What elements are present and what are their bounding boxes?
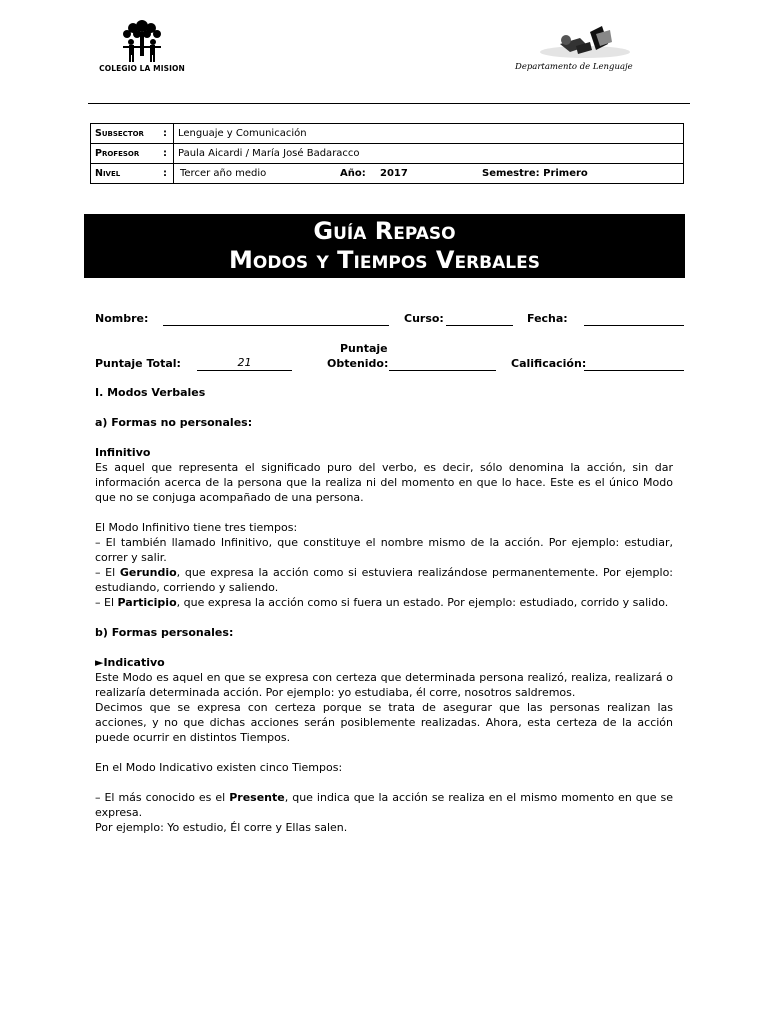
header-divider [88,103,690,104]
list-item: – El Participio, que expresa la acción como si fuera un estado. Por ejemplo: estudiado, corrido y salido. [95,596,669,609]
table-row [91,164,684,184]
curso-field[interactable] [446,325,513,326]
puntaje-obtenido-label-2: Obtenido: [327,357,389,370]
puntaje-obtenido-field[interactable] [389,370,496,371]
semestre-value: Semestre: Primero [482,168,588,179]
fecha-field[interactable] [584,325,684,326]
puntaje-total-line [197,370,292,371]
nivel-label: Nivel [91,164,158,184]
fecha-label: Fecha: [527,312,568,325]
table-row [91,144,684,164]
list-item: – El Gerundio, que expresa la acción como si estuviera realizándose permanentemente. Por ejemplo: estudiando, corriendo y saliendo. [95,566,673,594]
title-banner [84,214,685,278]
puntaje-obtenido-label-1: Puntaje [340,342,388,355]
infinitivo-heading: Infinitivo [95,446,151,459]
list-item: – El también llamado Infinitivo, que constituye el nombre mismo de la acción. Por ejemplo: estudiar, correr y salir. [95,536,673,564]
paragraph: Por ejemplo: Yo estudio, Él corre y Ellas salen. [95,821,348,834]
puntaje-total-label: Puntaje Total: [95,357,181,370]
table-row [91,124,684,144]
profesor-value: Paula Aicardi / María José Badaracco [174,144,684,164]
list-item: – El más conocido es el Presente, que indica que la acción se realiza en el mismo momento en que se expresa. [95,791,674,819]
title-line-2: Modos y Tiempos Verbales [229,246,540,274]
subsector-value: Lenguaje y Comunicación [174,124,684,144]
school-logo [92,18,192,78]
department-logo [510,22,650,76]
nivel-value: Tercer año medio [180,168,267,179]
nombre-field[interactable] [163,325,389,326]
section-heading: I. Modos Verbales [95,386,206,399]
subsector-label: Subsector [91,124,158,144]
guide-content [95,385,673,835]
paragraph: El Modo Infinitivo tiene tres tiempos: [95,521,298,534]
reading-figure-icon [530,22,640,62]
anio-label: Año: [340,168,366,179]
title-line-1: Guía Repaso [313,217,456,245]
school-name: COLEGIO LA MISION [99,64,185,73]
indicativo-heading: ►Indicativo [95,656,165,669]
paragraph: Decimos que se expresa con certeza porque se trata de asegurar que las personas realizan las acciones, y no que dichas acciones serán posiblemente realizadas. Ahora, esta certeza de la acción puede ocurrir en distintos Tiempos. [95,701,673,744]
paragraph: Es aquel que representa el significado puro del verbo, es decir, sólo denomina la acción, sin dar información acerca de la persona que la realiza ni del momento en que lo hace. Este es el único Modo que no se conjuga acompañado de una persona. [95,461,673,504]
curso-label: Curso: [404,312,444,325]
calificacion-field[interactable] [584,370,684,371]
subsection-heading: a) Formas no personales: [95,416,253,429]
nivel-cell [174,164,684,184]
department-name: Departamento de Lenguaje [515,62,633,72]
anio-value: 2017 [380,168,408,179]
course-info-table [90,123,684,184]
separator: : [157,164,174,184]
profesor-label: Profesor [91,144,158,164]
nombre-label: Nombre: [95,312,149,325]
paragraph: En el Modo Indicativo existen cinco Tiempos: [95,761,343,774]
separator: : [157,144,174,164]
paragraph: Este Modo es aquel en que se expresa con certeza que determinada persona realizó, realiza, realizará o realizaría determinada acción. Por ejemplo: yo estudiaba, él corre, nosotros saldremos. [95,671,673,699]
subsection-heading: b) Formas personales: [95,626,234,639]
calificacion-label: Calificación: [511,357,587,370]
puntaje-total-value: 21 [237,356,252,369]
separator: : [157,124,174,144]
tree-people-icon [117,18,167,64]
